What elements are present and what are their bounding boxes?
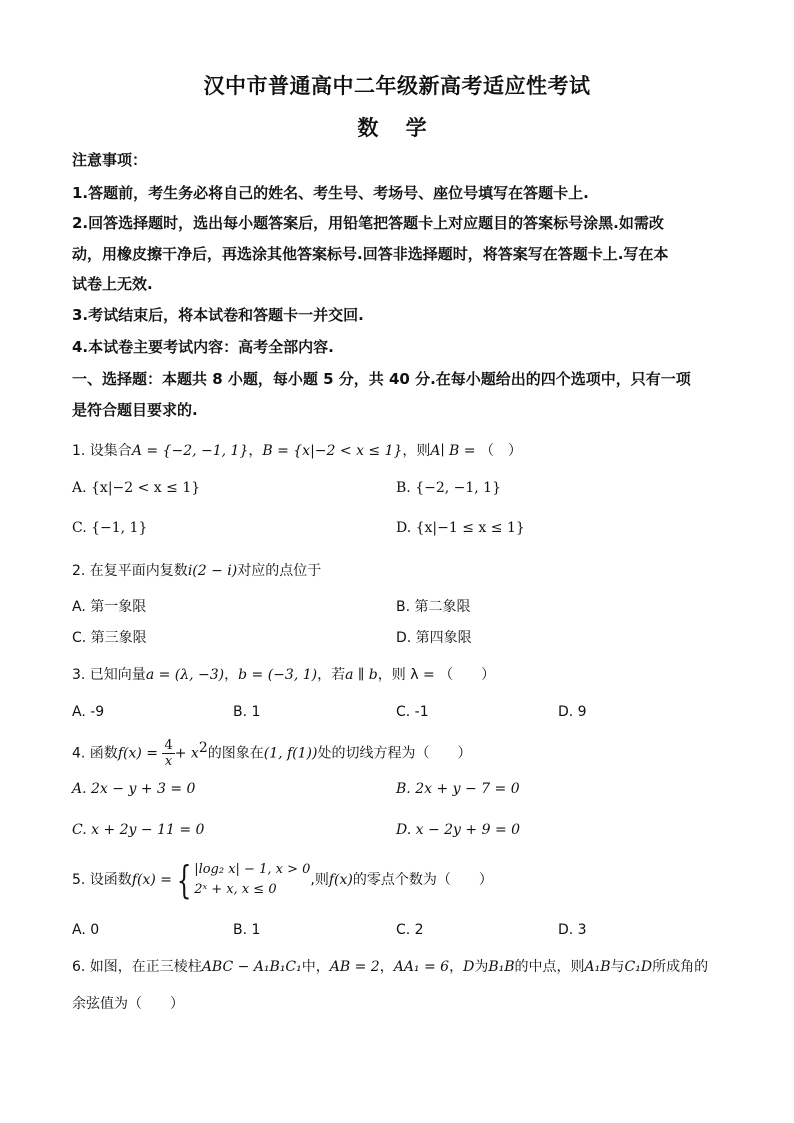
q4-option-d[interactable]: D. x − 2y + 9 = 0	[396, 822, 521, 838]
q2-prefix: 2. 在复平面内复数	[72, 563, 188, 579]
q4-option-c[interactable]: C. x + 2y − 11 = 0	[72, 822, 205, 838]
q1-prefix: 1. 设集合	[72, 443, 132, 459]
q6-prefix: 6. 如图，在正三棱柱	[72, 959, 202, 975]
q6-aa1: AA₁ = 6	[393, 959, 450, 975]
notice-item-4: 4.本试卷主要考试内容：高考全部内容.	[72, 338, 334, 356]
q3-option-a[interactable]: A. -9	[72, 704, 105, 720]
q5-mid: ,则	[310, 872, 329, 888]
subject-title: 数 学	[357, 115, 437, 140]
q6-c1d: C₁D	[624, 959, 653, 975]
notice-item-1: 1.答题前，考生务必将自己的姓名、考生号、考场号、座位号填写在答题卡上.	[72, 184, 589, 202]
question-4	[72, 732, 732, 770]
q6-text-6: 与	[610, 959, 625, 975]
q6-point-d: D	[463, 959, 475, 975]
q3-mid: ，若	[317, 667, 346, 683]
notice-heading: 注意事项：	[72, 151, 148, 169]
q3-ask: ，则 λ = （ ）	[377, 667, 496, 683]
q4-suffix: 处的切线方程为（ ）	[317, 745, 472, 762]
q1-option-b[interactable]: B. {−2, −1, 1}	[396, 480, 501, 496]
q1-ask-expr: A∣ B	[430, 443, 460, 459]
q4-fraction	[162, 738, 174, 769]
q5-suffix: 的零点个数为（ ）	[352, 872, 493, 888]
q5-option-b[interactable]: B. 1	[233, 922, 261, 938]
q4-fraction-numerator: 4	[164, 738, 173, 754]
q2-option-a[interactable]: A. 第一象限	[72, 599, 147, 615]
q6-text-7: 所成角的	[652, 959, 709, 975]
q6-text-4: 为	[474, 959, 489, 975]
q5-function-ref: f(x)	[328, 872, 353, 888]
q1-ask-post: = （ ）	[459, 443, 522, 459]
q1-ask-pre: ，则	[402, 443, 431, 459]
q1-option-a[interactable]: A. {x|−2 < x ≤ 1}	[72, 480, 201, 496]
q3-sep: ，	[224, 667, 239, 683]
notice-item-2-line-1: 2.回答选择题时，选出每小题答案后，用铅笔把答题卡上对应题目的答案标号涂黑.如需改	[72, 214, 664, 232]
q4-point: (1, f(1))	[263, 745, 318, 762]
q5-function: f(x) =	[131, 872, 172, 888]
question-3	[72, 665, 732, 685]
q4-mid: 的图象在	[207, 745, 264, 762]
q4-option-b[interactable]: B. 2x + y − 7 = 0	[396, 781, 520, 797]
q3-option-b[interactable]: B. 1	[233, 704, 261, 720]
q6-a1b: A₁B	[584, 959, 611, 975]
q2-option-b[interactable]: B. 第二象限	[396, 599, 471, 615]
q6-text-5: 的中点，则	[514, 959, 585, 975]
q4-option-a[interactable]: A. 2x − y + 3 = 0	[72, 781, 196, 797]
q6-text-1: 中，	[301, 959, 330, 975]
q5-option-a[interactable]: A. 0	[72, 922, 100, 938]
question-5	[72, 858, 732, 902]
q1-sep: ，	[248, 443, 263, 459]
q5-case-1: |log₂ x| − 1, x > 0	[194, 862, 311, 877]
q3-option-c[interactable]: C. -1	[396, 704, 429, 720]
q4-exponent: 2	[198, 740, 208, 756]
q5-prefix: 5. 设函数	[72, 872, 132, 888]
q5-option-c[interactable]: C. 2	[396, 922, 424, 938]
question-6-line-2: 余弦值为（ ）	[72, 996, 184, 1012]
question-2	[72, 561, 732, 581]
q2-expr: i(2 − i)	[187, 563, 238, 579]
q6-text-3: ，	[449, 959, 464, 975]
q2-option-c[interactable]: C. 第三象限	[72, 630, 147, 646]
question-6	[72, 957, 732, 977]
notice-item-2-line-3: 试卷上无效.	[72, 275, 153, 293]
q2-option-d[interactable]: D. 第四象限	[396, 630, 472, 646]
notice-item-3: 3.考试结束后，将本试卷和答题卡一并交回.	[72, 306, 364, 324]
q3-parallel: a ∥ b	[345, 667, 378, 683]
q3-vector-b: b = (−3, 1)	[238, 667, 318, 683]
q6-text-2: ，	[379, 959, 394, 975]
q2-suffix: 对应的点位于	[237, 563, 322, 579]
q5-option-d[interactable]: D. 3	[558, 922, 587, 938]
section-heading-line-2: 是符合题目要求的.	[72, 401, 198, 419]
q1-option-d[interactable]: D. {x|−1 ≤ x ≤ 1}	[396, 520, 525, 536]
q1-option-c[interactable]: C. {−1, 1}	[72, 520, 148, 536]
notice-item-2-line-2: 动，用橡皮擦干净后，再选涂其他答案标号.回答非选择题时，将答案写在答题卡上.写在本	[72, 245, 669, 263]
q4-plus-term: + x	[174, 745, 199, 762]
q5-brace: {	[176, 858, 192, 902]
q6-ab: AB = 2	[329, 959, 380, 975]
section-heading-line-1: 一、选择题：本题共 8 小题，每小题 5 分，共 40 分.在每小题给出的四个选项中，只有一项	[72, 370, 691, 388]
q4-function: f(x) =	[117, 745, 158, 762]
q5-cases	[194, 860, 310, 900]
exam-title: 汉中市普通高中二年级新高考适应性考试	[203, 73, 591, 98]
q3-option-d[interactable]: D. 9	[558, 704, 587, 720]
q3-prefix: 3. 已知向量	[72, 667, 146, 683]
q6-b1b: B₁B	[488, 959, 515, 975]
q1-set-a: A = {−2, −1, 1}	[131, 443, 249, 459]
q4-fraction-denominator: x	[164, 754, 173, 770]
q6-prism: ABC − A₁B₁C₁	[201, 959, 302, 975]
q3-vector-a: a = (λ, −3)	[145, 667, 225, 683]
question-1	[72, 441, 732, 461]
q1-set-b: B = {x|−2 < x ≤ 1}	[262, 443, 403, 459]
q5-case-2: 2ˣ + x, x ≤ 0	[194, 882, 277, 897]
q4-prefix: 4. 函数	[72, 745, 118, 762]
